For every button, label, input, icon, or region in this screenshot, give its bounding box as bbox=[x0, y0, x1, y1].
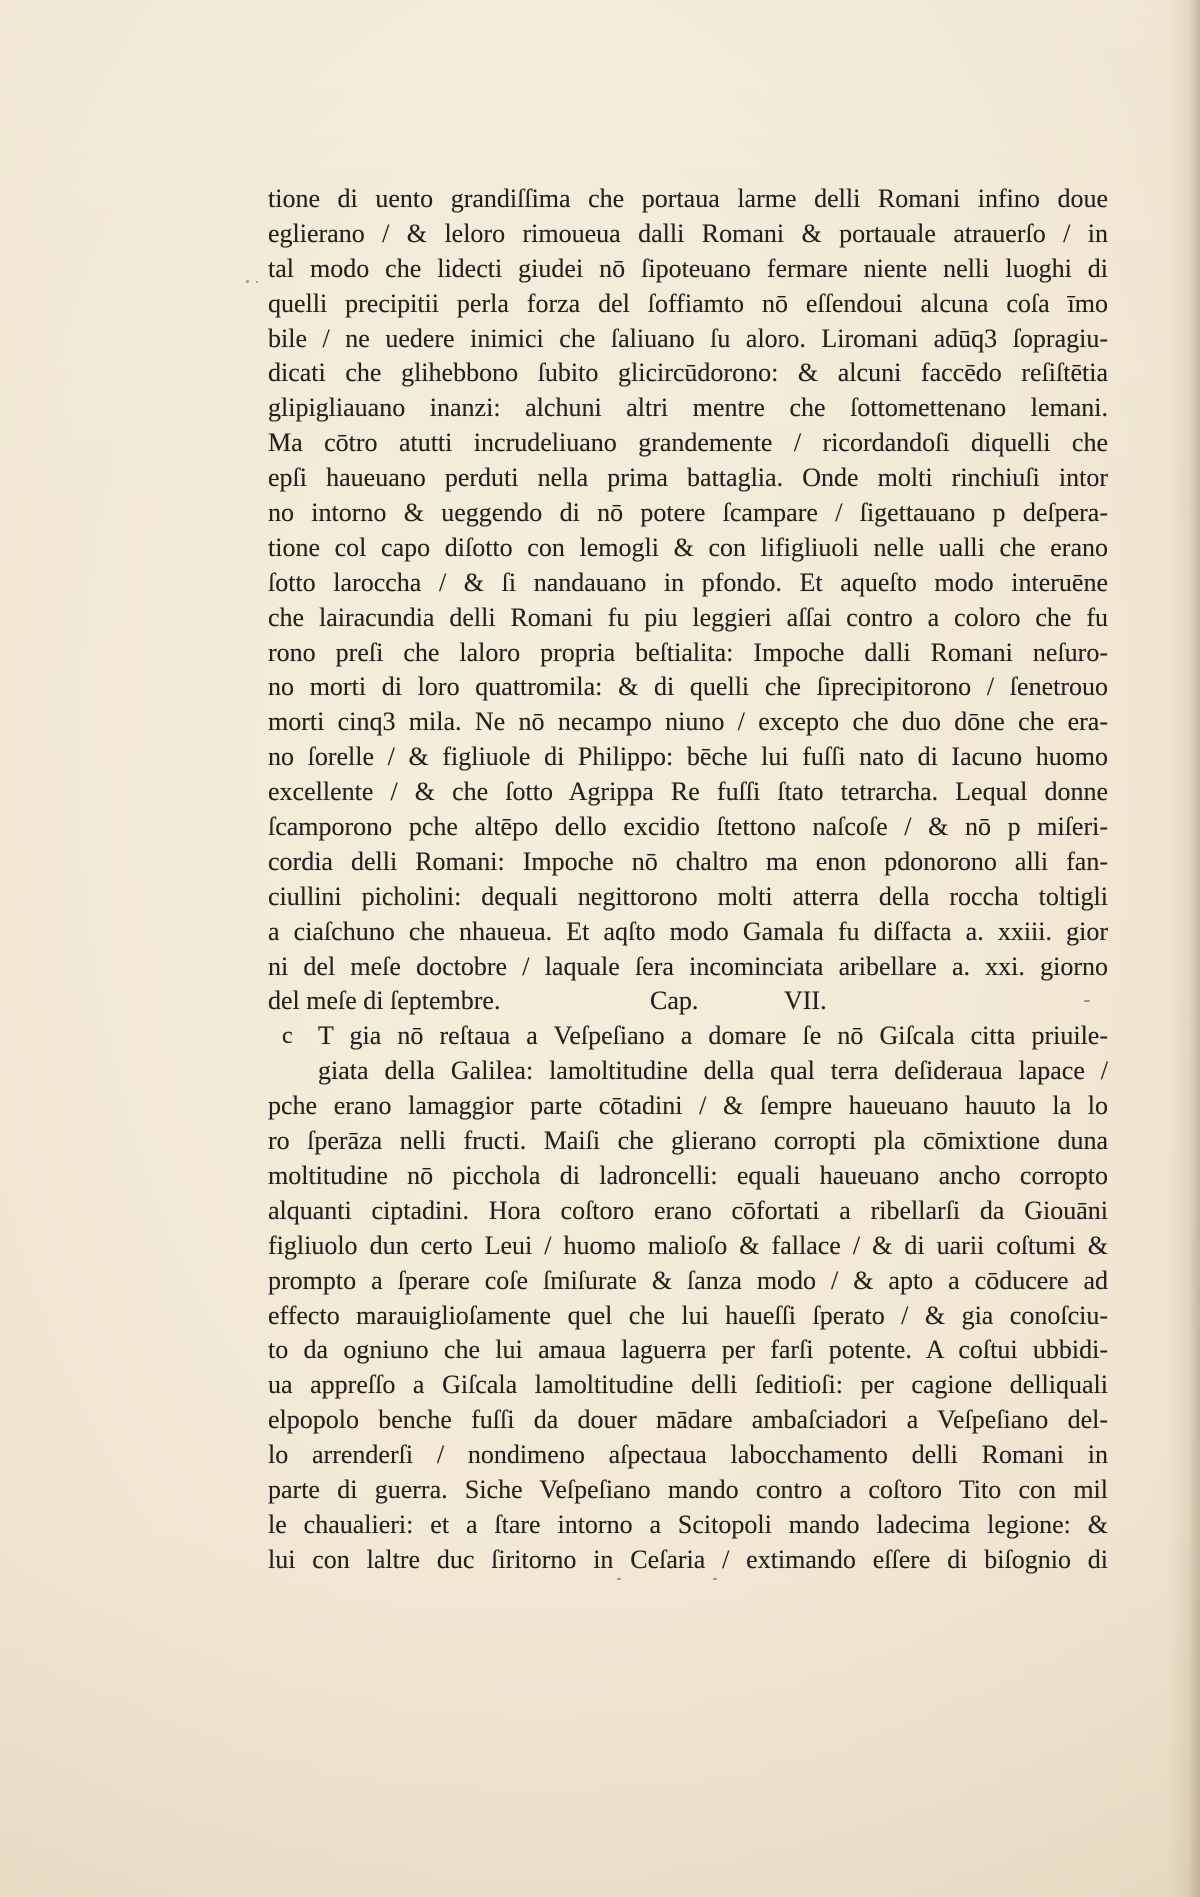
text-line bbox=[268, 845, 1108, 880]
text-line bbox=[268, 705, 1108, 740]
text-line bbox=[268, 636, 1108, 671]
text-line-content: ro ſperāza nelli fructi. Maiſi che glierano corropti pla cōmixtione duna bbox=[268, 1126, 1108, 1156]
text-line bbox=[268, 775, 1108, 810]
text-line bbox=[268, 1333, 1108, 1368]
text-line bbox=[268, 1124, 1108, 1159]
text-line-content: tione di uento grandiſſima che portaua larme delli Romani infino doue bbox=[268, 184, 1108, 213]
text-line bbox=[268, 1159, 1108, 1194]
ink-speck bbox=[246, 280, 249, 283]
text-line bbox=[268, 391, 1108, 426]
text-line-content: rono preſi che laloro propria beſtialita: Impoche dalli Romani neſuro- bbox=[268, 637, 1108, 667]
text-line-content: ſotto laroccha / & ſi nandauano in pfondo. Et aqueſto modo interuēne bbox=[268, 567, 1108, 597]
text-line bbox=[268, 915, 1108, 950]
text-line-content: no morti di loro quattromila: & di quelli che ſiprecipitorono / ſenetrouo bbox=[268, 672, 1108, 702]
text-line bbox=[268, 810, 1108, 845]
text-line bbox=[268, 1473, 1108, 1508]
ink-speck bbox=[617, 1578, 621, 1580]
text-line bbox=[268, 252, 1108, 287]
text-line bbox=[268, 1229, 1108, 1264]
text-line bbox=[268, 601, 1108, 636]
text-line bbox=[268, 217, 1108, 252]
text-line-content: elpopolo benche fuſſi da douer mādare ambaſciadori a Veſpeſiano del- bbox=[268, 1405, 1108, 1435]
text-line bbox=[268, 182, 1108, 217]
text-line-content: moltitudine nō picchola di ladroncelli: equali haueuano ancho corropto bbox=[268, 1160, 1108, 1190]
text-line bbox=[268, 1194, 1108, 1229]
text-line-content: ſcamporono pche altēpo dello excidio ſtettono naſcoſe / & nō p miſeri- bbox=[268, 812, 1108, 842]
text-line-content: pche erano lamaggior parte cōtadini / & ſempre haueuano hauuto la lo bbox=[268, 1091, 1108, 1121]
text-line bbox=[268, 461, 1108, 496]
text-line-content: glipigliauano inanzi: alchuni altri mentre che ſottomettenano lemani. bbox=[268, 393, 1108, 423]
chapter-opening-line bbox=[268, 1019, 1108, 1054]
text-line bbox=[268, 496, 1108, 531]
text-line bbox=[268, 1508, 1108, 1543]
text-line-content: T gia nō reſtaua a Veſpeſiano a domare ſe nō Giſcala citta priuile- bbox=[318, 1021, 1108, 1051]
text-line-content: prompto a ſperare coſe ſmiſurate & ſanza modo / & apto a cōducere ad bbox=[268, 1265, 1108, 1295]
text-line bbox=[268, 880, 1108, 915]
guide-letter: c bbox=[282, 1023, 293, 1050]
text-line bbox=[268, 322, 1108, 357]
text-line-content: tione col capo diſotto con lemogli & con lifigliuoli nelle ualli che erano bbox=[268, 532, 1108, 562]
text-line-content: no ſorelle / & figliuole di Philippo: bēche lui fuſſi nato di Iacuno huomo bbox=[268, 742, 1108, 772]
text-line-content: epſi haueuano perduti nella prima battaglia. Onde molti rinchiuſi intor bbox=[268, 463, 1108, 493]
text-line-content: ciullini picholini: dequali negittorono molti atterra della roccha toltigli bbox=[268, 881, 1108, 911]
text-line bbox=[268, 950, 1108, 985]
text-block bbox=[268, 182, 1108, 1578]
text-line-content: bile / ne uedere inimici che ſaliuano ſu aloro. Liromani adūq3 ſopragiu- bbox=[268, 323, 1108, 353]
text-line-content: a ciaſchuno che nhaueua. Et aqſto modo Gamala fu diſfacta a. xxiii. gior bbox=[268, 916, 1108, 946]
text-line bbox=[268, 740, 1108, 775]
text-line bbox=[268, 531, 1108, 566]
text-line-content: eglierano / & leloro rimoueua dalli Romani & portauale atrauerſo / in bbox=[268, 218, 1108, 248]
text-line-content: tal modo che lidecti giudei nō ſipoteuano fermare niente nelli luoghi di bbox=[268, 253, 1108, 283]
text-line-content: to da ogniuno che lui amaua laguerra per farſi potente. A coſtui ubbidi- bbox=[268, 1335, 1108, 1365]
text-line-content: quelli precipitii perla forza del ſoffiamto nō eſſendoui alcuna coſa īmo bbox=[268, 288, 1108, 318]
text-line bbox=[268, 1368, 1108, 1403]
text-line bbox=[268, 566, 1108, 601]
text-line-content: lui con laltre duc ſiritorno in Ceſaria / extimando eſſere di biſognio di bbox=[268, 1544, 1108, 1574]
text-line bbox=[268, 1264, 1108, 1299]
text-line-content: figliuolo dun certo Leui / huomo malioſo & fallace / & di uarii coſtumi & bbox=[268, 1230, 1108, 1260]
text-line bbox=[268, 670, 1108, 705]
text-line bbox=[268, 1299, 1108, 1334]
text-line-content: che lairacundia delli Romani fu piu leggieri aſſai contro a coloro che fu bbox=[268, 602, 1108, 632]
chapter-end-text: del meſe di ſeptembre. bbox=[268, 986, 501, 1016]
text-line-content: alquanti ciptadini. Hora coſtoro erano cōfortati a ribellarſi da Giouāni bbox=[268, 1195, 1108, 1225]
text-line bbox=[268, 1438, 1108, 1473]
text-line-content: parte di guerra. Siche Veſpeſiano mando contro a coſtoro Tito con mil bbox=[268, 1474, 1108, 1504]
text-line-content: effecto marauiglioſamente quel che lui haueſſi ſperato / & gia conoſciu- bbox=[268, 1300, 1108, 1330]
text-line bbox=[268, 356, 1108, 391]
ink-speck bbox=[256, 281, 258, 283]
text-line bbox=[268, 426, 1108, 461]
text-line-content: excellente / & che ſotto Agrippa Re fuſſi ſtato tetrarcha. Lequal donne bbox=[268, 777, 1108, 807]
text-line-content: ua appreſſo a Giſcala lamoltitudine delli ſeditioſi: per cagione delliquali bbox=[268, 1370, 1108, 1400]
text-line-content: le chaualieri: et a ſtare intorno a Scitopoli mando ladecima legione: & bbox=[268, 1509, 1108, 1539]
chapter-heading bbox=[268, 984, 1108, 1019]
text-line bbox=[268, 1543, 1108, 1578]
text-line-content: lo arrenderſi / nondimeno aſpectaua labocchamento delli Romani in bbox=[268, 1440, 1108, 1470]
text-line-content: dicati che glihebbono ſubito glicircūdorono: & alcuni faccēdo reſiſtētia bbox=[268, 358, 1108, 388]
text-line-content: morti cinq3 mila. Ne nō necampo niuno / excepto che duo dōne che era- bbox=[268, 707, 1108, 737]
text-line bbox=[268, 1089, 1108, 1124]
text-line bbox=[268, 287, 1108, 322]
text-line-content: Ma cōtro atutti incrudeliuano grandemente / ricordandoſi diquelli che bbox=[268, 428, 1108, 458]
chapter-label: Cap. bbox=[650, 986, 699, 1016]
text-line-content: ni del meſe doctobre / laquale ſera incominciata aribellare a. xxi. giorno bbox=[268, 951, 1108, 981]
chapter-number: VII. bbox=[784, 986, 827, 1016]
text-line-content: cordia delli Romani: Impoche nō chaltro ma enon pdonorono alli fan- bbox=[268, 846, 1108, 876]
ink-speck bbox=[713, 1578, 717, 1580]
text-line-content: giata della Galilea: lamoltitudine della qual terra deſideraua lapace / bbox=[318, 1056, 1108, 1086]
chapter-opening-line bbox=[268, 1054, 1108, 1089]
text-line bbox=[268, 1403, 1108, 1438]
text-line-content: no intorno & ueggendo di nō potere ſcampare / ſigettauano p deſpera- bbox=[268, 498, 1108, 528]
